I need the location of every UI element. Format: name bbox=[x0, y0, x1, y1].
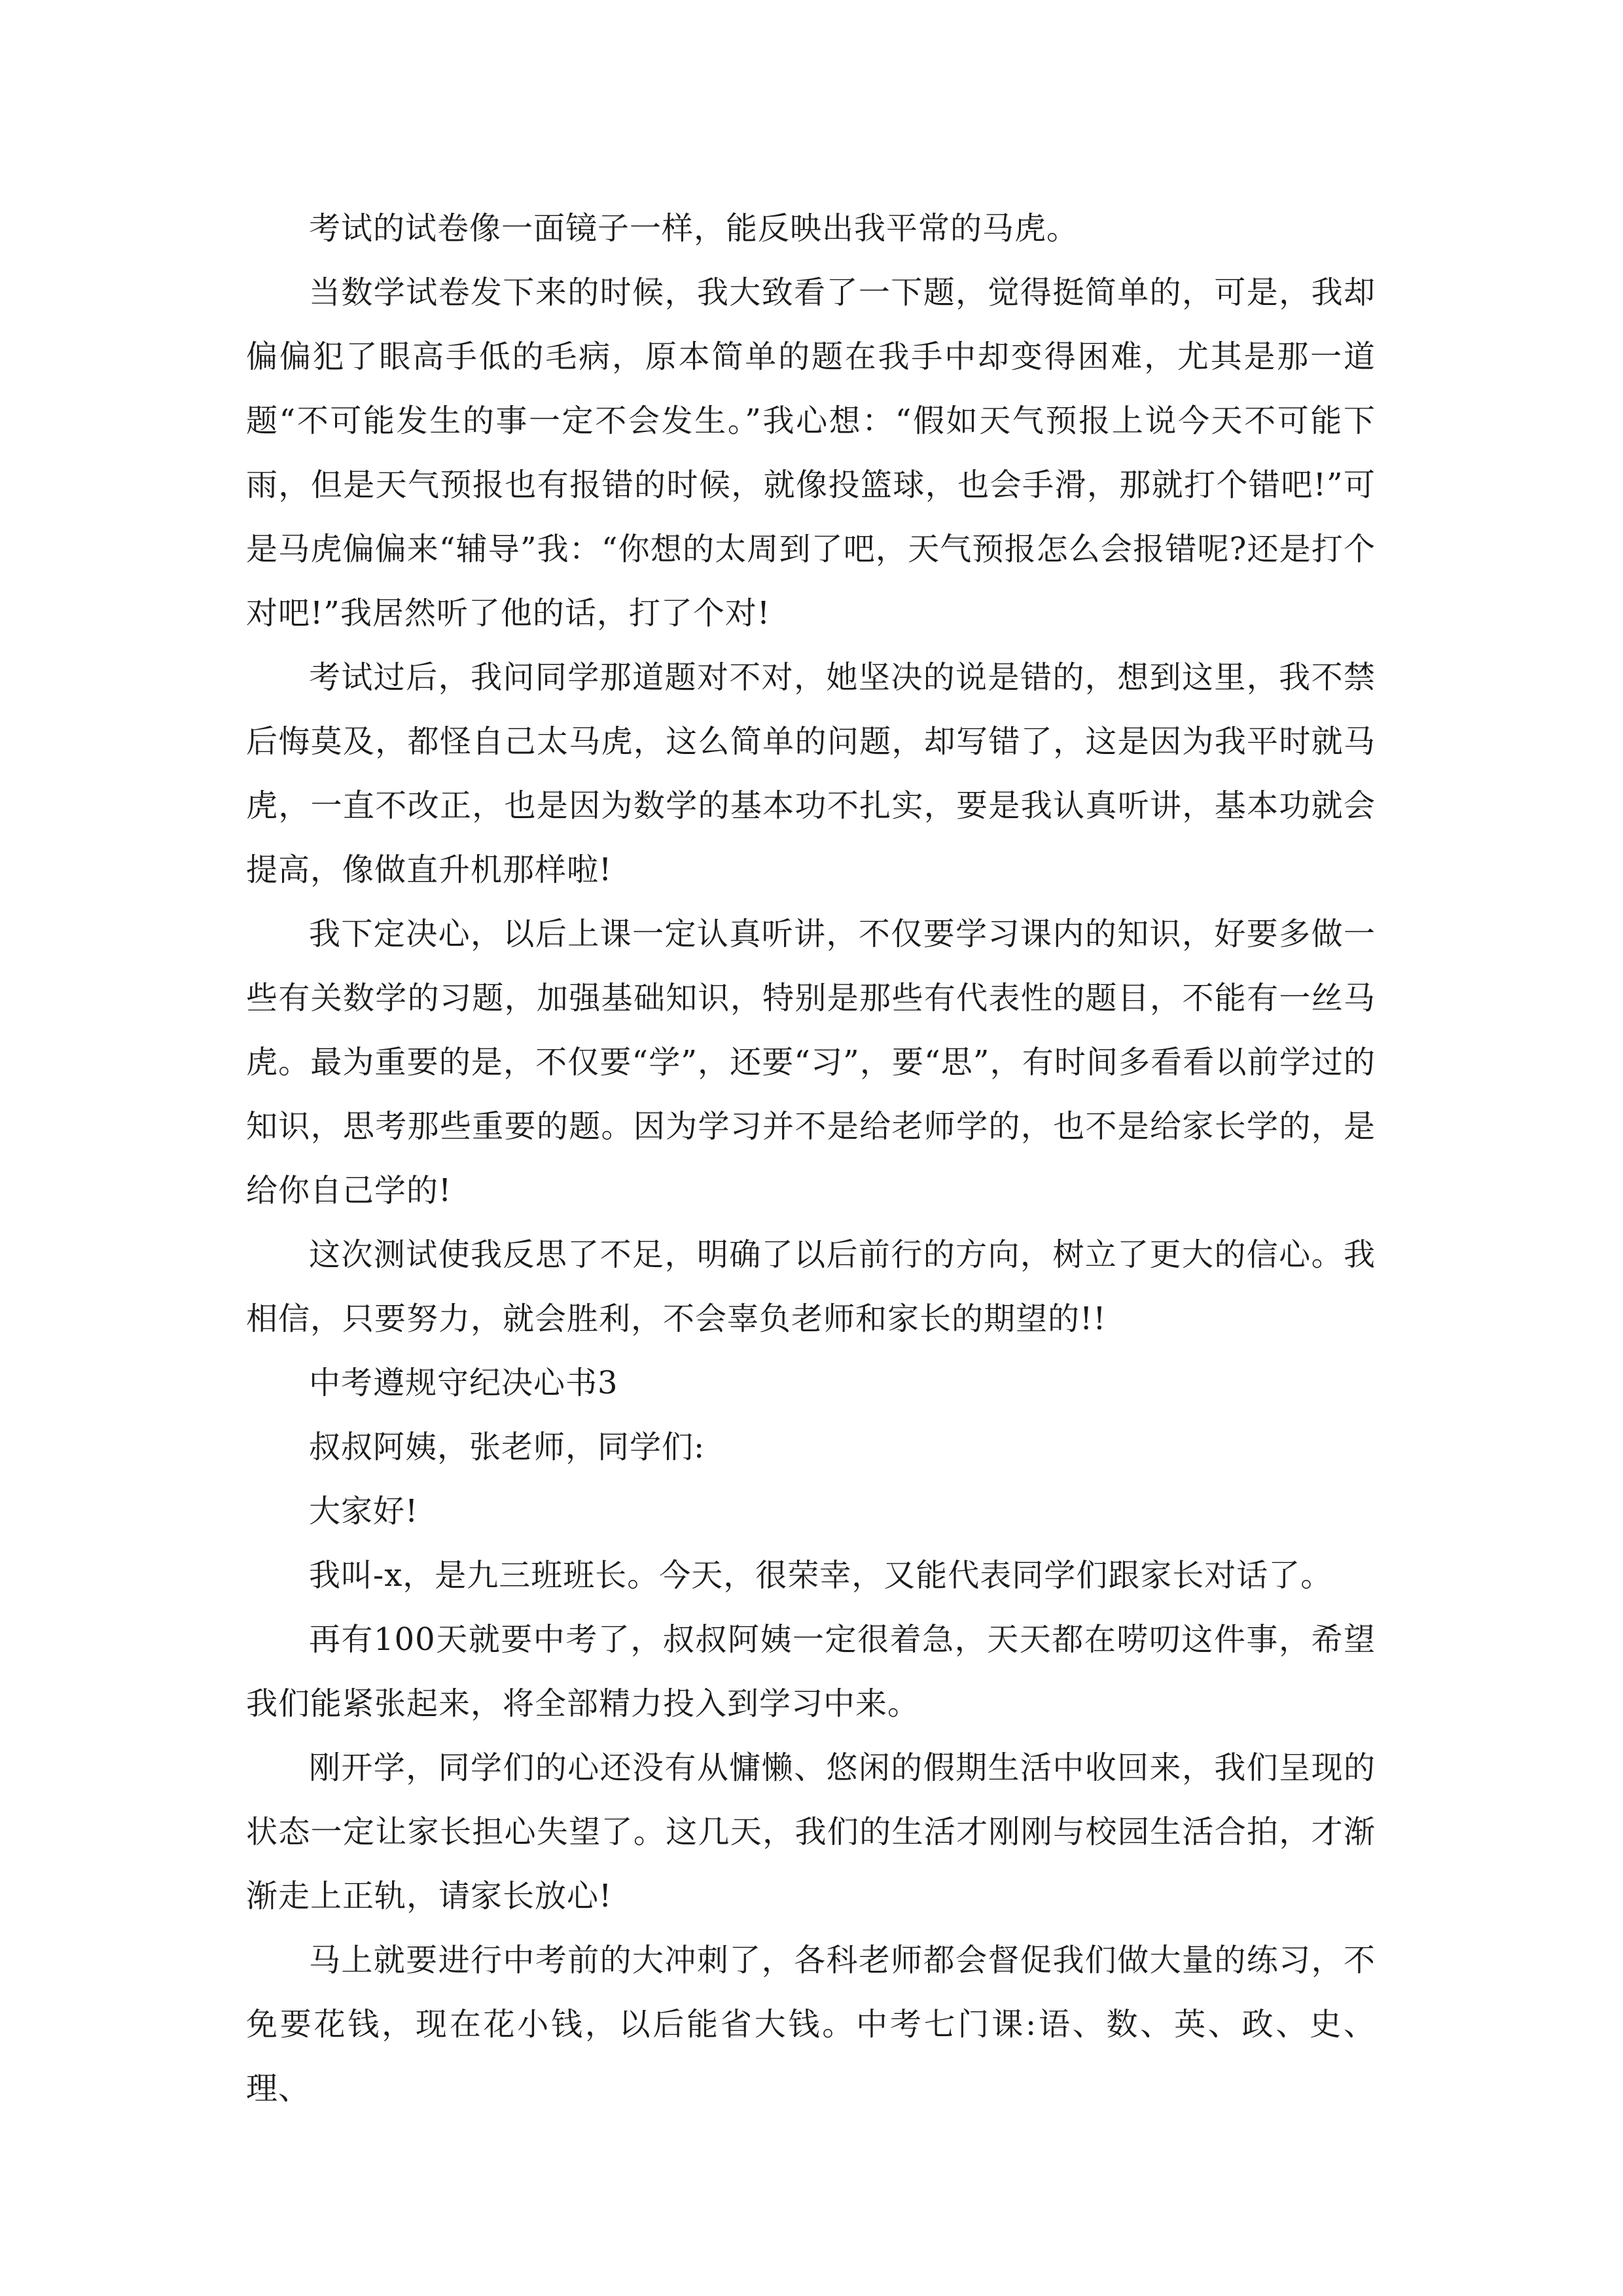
paragraph: 考试的试卷像一面镜子一样，能反映出我平常的马虎。 bbox=[309, 210, 1079, 247]
paragraph: 当数学试卷发下来的时候，我大致看了一下题，觉得挺简单的，可是，我却偏偏犯了眼高手低的毛病，原本简单的题在我手中却变得困难，尤其是那一道题“不可能发生的事一定不会发生。”我心想：“假如天气预报上说今天不可能下雨，但是天气预报也有报错的时候，就像投篮球，也会手滑，那就打个错吧!”可是马虎偏偏来“辅导”我：“你想的太周到了吧，天气预报怎么会报错呢?还是打个对吧!”我居然听了他的话，打了个对! bbox=[246, 274, 1376, 632]
greeting: 大家好! bbox=[309, 1493, 419, 1530]
paragraph: 刚开学，同学们的心还没有从慵懒、悠闲的假期生活中收回来，我们呈现的状态一定让家长担心失望了。这几天，我们的生活才刚刚与校园生活合拍，才渐渐走上正轨，请家长放心! bbox=[246, 1749, 1376, 1914]
section-title: 中考遵规守纪决心书3 bbox=[309, 1365, 618, 1401]
paragraph: 我叫-x，是九三班班长。今天，很荣幸，又能代表同学们跟家长对话了。 bbox=[309, 1557, 1333, 1594]
paragraph: 再有100天就要中考了，叔叔阿姨一定很着急，天天都在唠叨这件事，希望我们能紧张起来，将全部精力投入到学习中来。 bbox=[246, 1621, 1376, 1722]
paragraph: 我下定决心，以后上课一定认真听讲，不仅要学习课内的知识，好要多做一些有关数学的习题，加强基础知识，特别是那些有代表性的题目，不能有一丝马虎。最为重要的是，不仅要“学”，还要“习”，要“思”，有时间多看看以前学过的知识，思考那些重要的题。因为学习并不是给老师学的，也不是给家长学的，是给你自己学的! bbox=[246, 916, 1376, 1209]
salutation: 叔叔阿姨，张老师，同学们: bbox=[309, 1429, 705, 1465]
document-body bbox=[246, 196, 1376, 2121]
paragraph: 考试过后，我问同学那道题对不对，她坚决的说是错的，想到这里，我不禁后悔莫及，都怪自己太马虎，这么简单的问题，却写错了，这是因为我平时就马虎，一直不改正，也是因为数学的基本功不扎实，要是我认真听讲，基本功就会提高，像做直升机那样啦! bbox=[246, 659, 1376, 888]
paragraph: 马上就要进行中考前的大冲刺了，各科老师都会督促我们做大量的练习，不免要花钱，现在花小钱，以后能省大钱。中考七门课:语、数、英、政、史、理、 bbox=[246, 1942, 1376, 2107]
paragraph: 这次测试使我反思了不足，明确了以后前行的方向，树立了更大的信心。我相信，只要努力，就会胜利，不会辜负老师和家长的期望的!! bbox=[246, 1236, 1376, 1337]
